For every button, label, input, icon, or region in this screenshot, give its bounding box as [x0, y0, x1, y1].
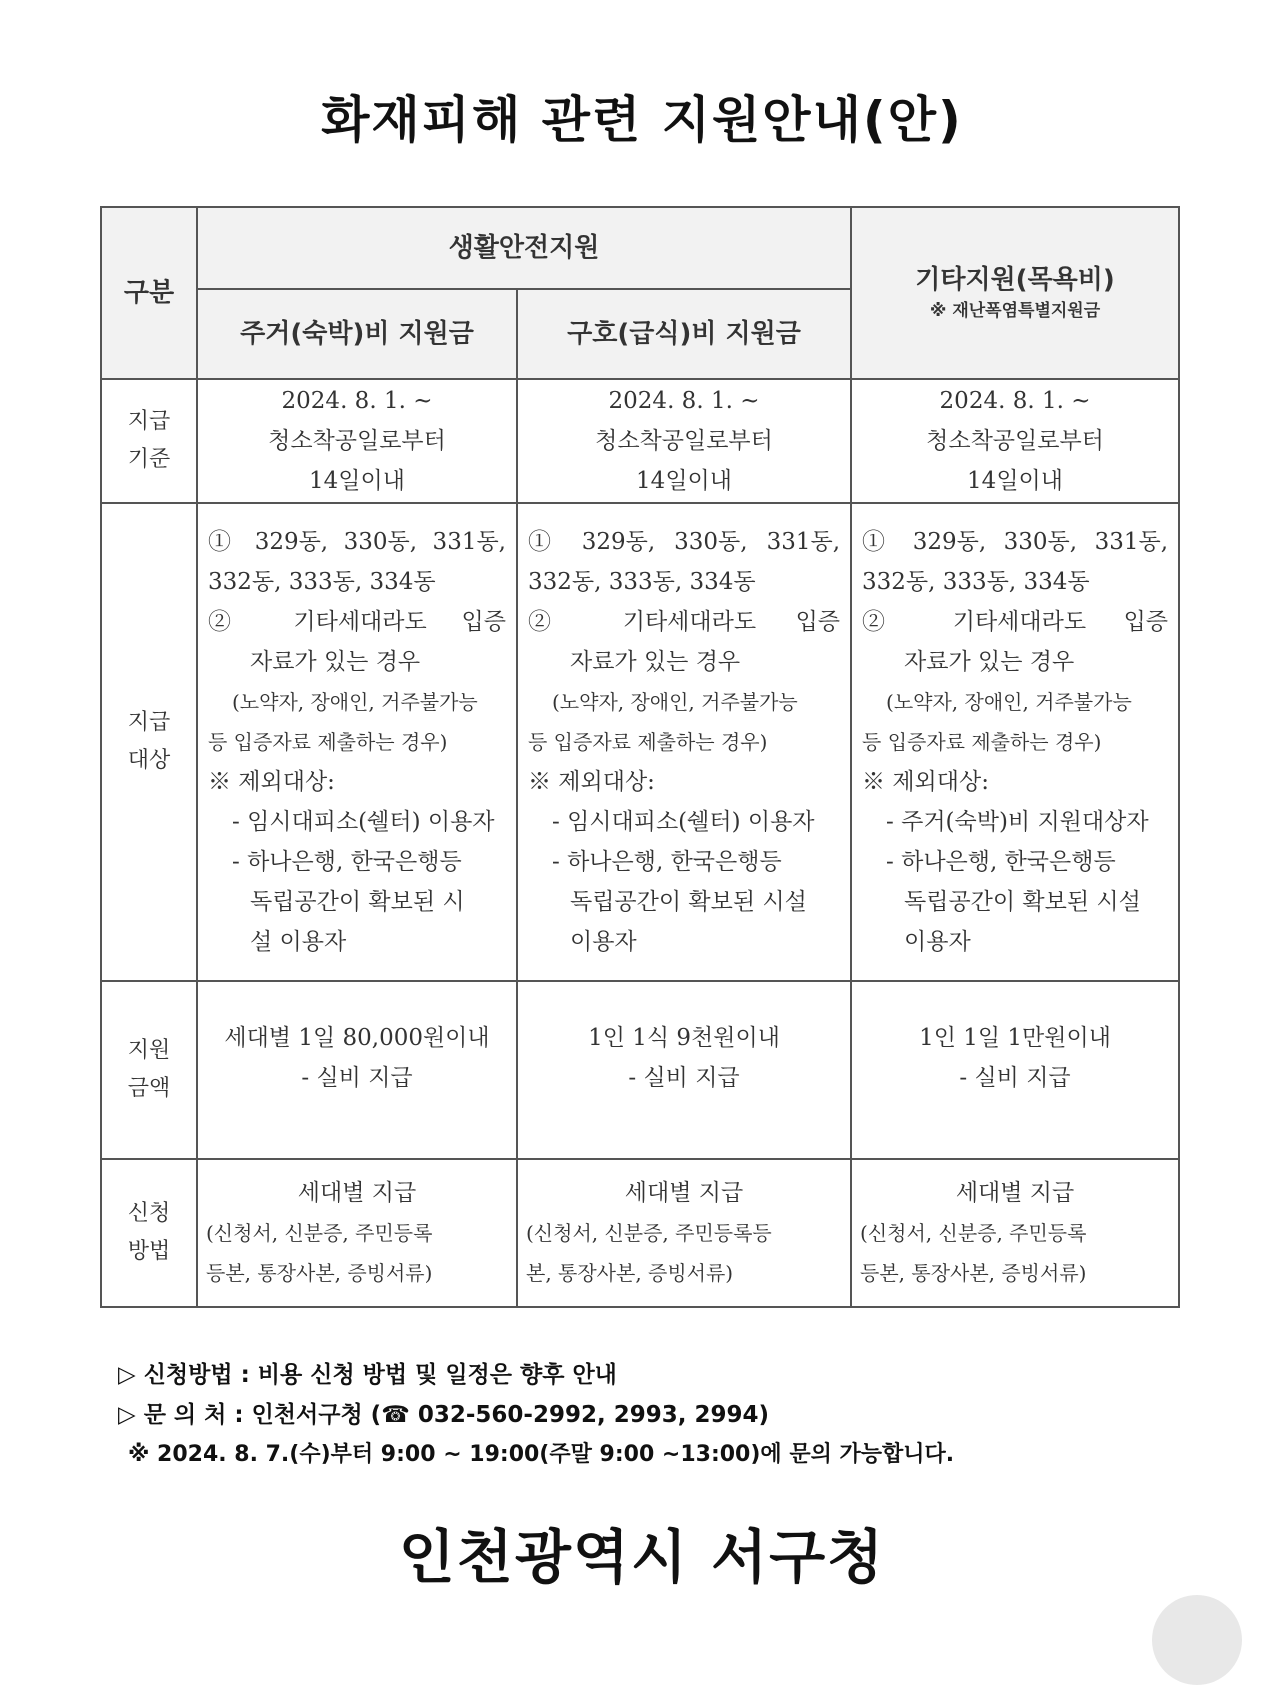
- support-table: [100, 206, 1180, 1308]
- cell-line: - 실비 지급: [301, 1065, 413, 1091]
- cell-line: 2024. 8. 1. ~: [939, 388, 1091, 414]
- cell-line: - 실비 지급: [959, 1065, 1071, 1091]
- criteria-col1: [197, 379, 517, 503]
- header-col2: 구호(급식)비 지원금: [517, 289, 851, 379]
- cell-line: 세대별 1일 80,000원이내: [224, 1025, 490, 1051]
- label-line: 지급: [127, 710, 171, 735]
- note-contact: ▷ 문 의 처 : 인천서구청 (☎ 032-560-2992, 2993, 2994): [118, 1402, 769, 1428]
- row-target: [101, 503, 1179, 981]
- cell-line: - 임시대피소(쉘터) 이용자: [232, 809, 495, 835]
- cell-line: 등본, 통장사본, 증빙서류): [860, 1261, 1087, 1285]
- cell-line: ② 기타세대라도 입증: [208, 609, 506, 635]
- cell-line: 2024. 8. 1. ~: [608, 388, 760, 414]
- target-col1: [197, 503, 517, 981]
- cell-line: 청소착공일로부터: [926, 428, 1104, 454]
- cell-line: 14일이내: [967, 468, 1063, 494]
- cell-line: 332동, 333동, 334동: [208, 569, 436, 595]
- amount-col2: [517, 981, 851, 1159]
- apply-col2: [517, 1159, 851, 1307]
- cell-line: ② 기타세대라도 입증: [862, 609, 1169, 635]
- cell-line: ※ 제외대상:: [528, 769, 655, 795]
- amount-col3: [851, 981, 1179, 1159]
- label-line: 대상: [127, 748, 171, 773]
- note-hours: ※ 2024. 8. 7.(수)부터 9:00 ~ 19:00(주말 9:00 ~13:00)에 문의 가능합니다.: [128, 1442, 955, 1467]
- label-line: 기준: [127, 447, 171, 472]
- cell-line: (노약자, 장애인, 거주불가능: [232, 690, 478, 714]
- row-label-amount: [101, 981, 197, 1159]
- header-category: 구분: [101, 207, 197, 379]
- cell-line: - 하나은행, 한국은행등: [232, 849, 462, 875]
- cell-line: - 하나은행, 한국은행등: [552, 849, 782, 875]
- cell-line: 이용자: [570, 929, 637, 955]
- cell-line: ② 기타세대라도 입증: [528, 609, 841, 635]
- header-col3-note: ※ 재난폭염특별지원금: [929, 301, 1101, 321]
- cell-line: (신청서, 신분증, 주민등록등: [526, 1221, 772, 1245]
- criteria-col3: [851, 379, 1179, 503]
- header-group: 생활안전지원: [197, 207, 851, 289]
- target-col3: [851, 503, 1179, 981]
- header-row-1: [101, 207, 1179, 289]
- cell-line: ※ 제외대상:: [862, 769, 989, 795]
- cell-line: 세대별 지급: [955, 1180, 1075, 1206]
- cell-line: 자료가 있는 경우: [570, 649, 741, 675]
- header-col3: [851, 207, 1179, 379]
- cell-line: 2024. 8. 1. ~: [281, 388, 433, 414]
- document-title: 화재피해 관련 지원안내(안): [321, 91, 963, 149]
- header-col3-title: 기타지원(목욕비): [915, 265, 1115, 295]
- cell-line: 14일이내: [309, 468, 405, 494]
- cell-line: 독립공간이 확보된 시: [250, 889, 465, 915]
- cell-line: (노약자, 장애인, 거주불가능: [552, 690, 798, 714]
- cell-line: 설 이용자: [250, 929, 347, 955]
- cell-line: - 실비 지급: [628, 1065, 740, 1091]
- cell-line: 독립공간이 확보된 시설: [904, 889, 1141, 915]
- cell-line: (신청서, 신분증, 주민등록: [860, 1221, 1087, 1245]
- label-line: 지급: [127, 409, 171, 434]
- label-line: 신청: [127, 1201, 171, 1226]
- apply-col3: [851, 1159, 1179, 1307]
- cell-line: 자료가 있는 경우: [904, 649, 1075, 675]
- cell-line: (신청서, 신분증, 주민등록: [206, 1221, 433, 1245]
- cell-line: 청소착공일로부터: [268, 428, 446, 454]
- cell-line: 이용자: [904, 929, 971, 955]
- cell-line: 등본, 통장사본, 증빙서류): [206, 1261, 433, 1285]
- row-label-target: [101, 503, 197, 981]
- notes-section: [118, 1355, 1178, 1475]
- apply-col1: [197, 1159, 517, 1307]
- cell-line: - 임시대피소(쉘터) 이용자: [552, 809, 815, 835]
- row-amount: [101, 981, 1179, 1159]
- cell-line: 332동, 333동, 334동: [862, 569, 1090, 595]
- cell-line: 독립공간이 확보된 시설: [570, 889, 807, 915]
- cell-line: 14일이내: [636, 468, 732, 494]
- cell-line: 자료가 있는 경우: [250, 649, 421, 675]
- row-criteria: [101, 379, 1179, 503]
- cell-line: 1인 1일 1만원이내: [919, 1025, 1111, 1051]
- cell-line: 등 입증자료 제출하는 경우): [862, 730, 1102, 754]
- row-label-apply: [101, 1159, 197, 1307]
- cell-line: 세대별 지급: [624, 1180, 744, 1206]
- cell-line: - 주거(숙박)비 지원대상자: [886, 809, 1149, 835]
- cell-line: 등 입증자료 제출하는 경우): [528, 730, 768, 754]
- header-col1: 주거(숙박)비 지원금: [197, 289, 517, 379]
- cell-line: ① 329동, 330동, 331동,: [528, 529, 841, 555]
- floating-button[interactable]: [1152, 1595, 1242, 1685]
- cell-line: (노약자, 장애인, 거주불가능: [886, 690, 1132, 714]
- amount-col1: [197, 981, 517, 1159]
- label-line: 지원: [127, 1038, 171, 1063]
- cell-line: 청소착공일로부터: [595, 428, 773, 454]
- cell-line: ① 329동, 330동, 331동,: [862, 529, 1169, 555]
- cell-line: 332동, 333동, 334동: [528, 569, 756, 595]
- cell-line: ※ 제외대상:: [208, 769, 335, 795]
- row-apply: [101, 1159, 1179, 1307]
- target-col2: [517, 503, 851, 981]
- note-apply-method: ▷ 신청방법 : 비용 신청 방법 및 일정은 향후 안내: [118, 1362, 617, 1388]
- cell-line: - 하나은행, 한국은행등: [886, 849, 1116, 875]
- label-line: 금액: [127, 1076, 171, 1101]
- row-label-criteria: [101, 379, 197, 503]
- cell-line: 등 입증자료 제출하는 경우): [208, 730, 448, 754]
- criteria-col2: [517, 379, 851, 503]
- organization-name: 인천광역시 서구청: [398, 1523, 886, 1591]
- cell-line: 본, 통장사본, 증빙서류): [526, 1261, 734, 1285]
- label-line: 방법: [127, 1239, 171, 1264]
- cell-line: 1인 1식 9천원이내: [588, 1025, 780, 1051]
- cell-line: 세대별 지급: [297, 1180, 417, 1206]
- cell-line: ① 329동, 330동, 331동,: [208, 529, 506, 555]
